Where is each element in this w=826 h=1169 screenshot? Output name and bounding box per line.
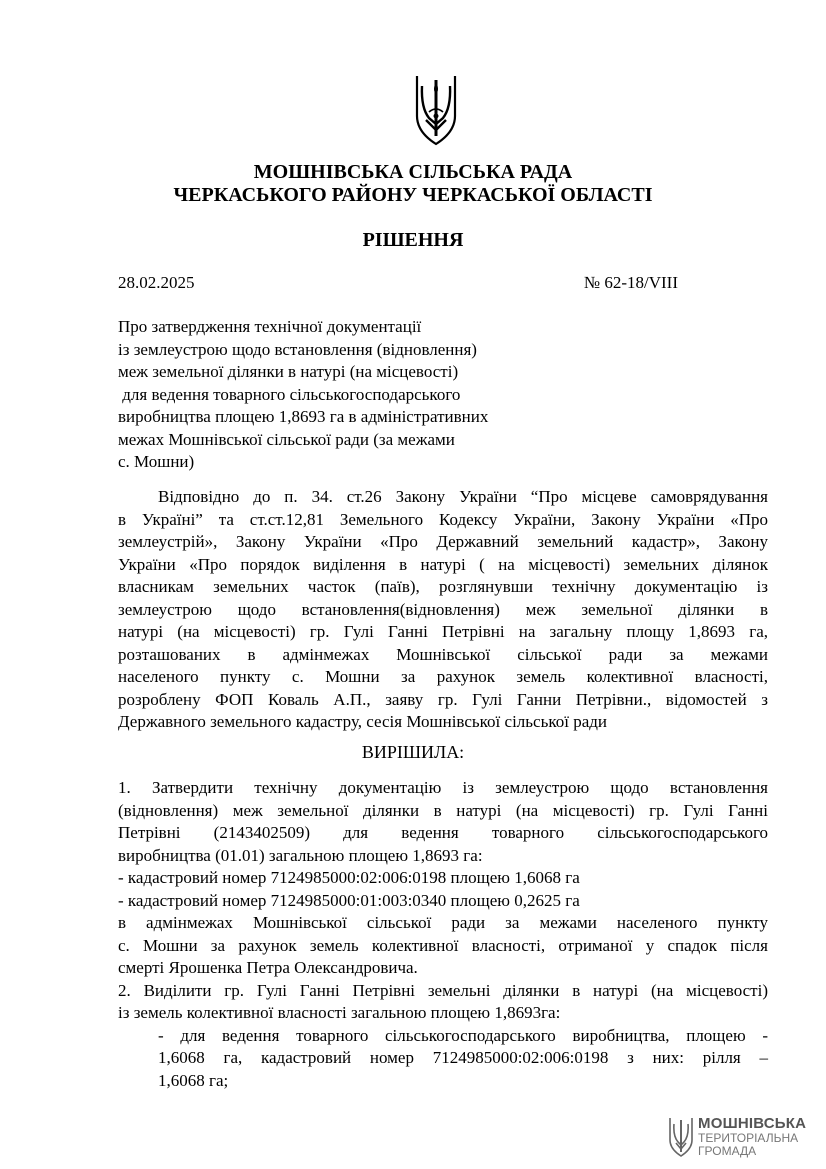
decision-number: № 62-18/VIII [583,273,678,292]
subject-line: виробництва площею 1,8693 га в адміністративних [118,407,489,426]
subject-line: для ведення товарного сільськогосподарського [118,384,461,404]
logo-line-2: ТЕРИТОРІАЛЬНА [698,1131,799,1145]
item-line: Петрівні (2143402509) для ведення товарного сільськогосподарського [118,823,768,842]
council-title: МОШНІВСЬКА СІЛЬСЬКА РАДА [253,161,573,183]
item-line: в адмінмежах Мошнівської сільської ради за межами населеного пункту [118,913,768,932]
item-line: 2. Виділити гр. Гулі Ганні Петрівні земельні ділянки в натурі (на місцевості) [118,980,768,1000]
item-line: (відновлення) меж земельної ділянки в натурі (на місцевості) гр. Гулі Ганні [118,800,768,820]
preamble-line: землеустрій», Закону України «Про Державний земельний кадастр», Закону [118,532,768,551]
trident-logo-icon [668,1116,694,1158]
item-line: 1. Затвердити технічну документацію із землеустрою щодо встановлення [118,778,768,797]
logo-line-1: МОШНІВСЬКА [698,1115,807,1132]
subject-line: меж земельної ділянки в натурі (на місцевості) [118,362,459,381]
community-logo [668,1116,808,1160]
subject-line: Про затвердження технічної документації [118,317,422,336]
preamble-line: України «Про порядок виділення в натурі ( на місцевості) земельних ділянок [118,554,768,574]
district-title: ЧЕРКАСЬКОГО РАЙОНУ ЧЕРКАСЬКОЇ ОБЛАСТІ [173,184,653,206]
item-line: смерті Ярошенка Петра Олександровича. [118,958,418,977]
subject-line: с. Мошни) [118,452,195,471]
item-line: 1,6068 га; [158,1070,229,1090]
item-line: - кадастровий номер 7124985000:02:006:0198 площею 1,6068 га [118,868,580,887]
preamble-line: населеного пункту с. Мошни за рахунок земель колективної власності, [118,667,768,686]
preamble-line: Державного земельного кадастру, сесія Мошнівської сільської ради [118,712,607,731]
document-type: РІШЕННЯ [362,229,464,251]
preamble-paragraph [118,486,768,734]
preamble-line: власникам земельних часток (паїв), розглянувши технічну документацію із [118,577,768,596]
preamble-line: Відповідно до п. 34. ст.26 Закону України “Про місцеве самоврядування [158,487,768,506]
item-line: із земель колективної власності загальною площею 1,8693га: [118,1003,561,1022]
preamble-line: в Україні” та ст.ст.12,81 Земельного Кодексу України, Закону України «Про [118,509,768,529]
subject-line: межах Мошнівської сільської ради (за межами [118,429,455,449]
resolved-heading: ВИРІШИЛА: [361,742,465,762]
item-line: с. Мошни за рахунок земель колективної власності, отриманої у спадок після [118,935,768,955]
item-line: - для ведення товарного сільськогосподарського виробництва, площею - [158,1025,768,1045]
trident-emblem-icon [411,72,461,148]
logo-line-3: ГРОМАДА [698,1144,757,1158]
preamble-line: розроблену ФОП Коваль А.П., заяву гр. Гулі Ганни Петрівни., відомостей з [118,689,768,709]
decision-subject [118,316,588,474]
item-line: 1,6068 га, кадастровий номер 7124985000:02:006:0198 з них: рілля – [158,1048,768,1067]
item-line: виробництва (01.01) загальною площею 1,8693 га: [118,845,483,865]
decision-items [118,777,768,1092]
subject-line: із землеустрою щодо встановлення (відновлення) [118,339,477,359]
item-line: - кадастровий номер 7124985000:01:003:0340 площею 0,2625 га [118,890,580,910]
preamble-line: натурі (на місцевості) гр. Гулі Ганні Петрівні на загальну площу 1,8693 га, [118,622,768,641]
decision-date: 28.02.2025 [118,273,195,292]
preamble-line: розташованих в адмінмежах Мошнівської сільської ради за межами [118,644,768,664]
preamble-line: землеустрою щодо встановлення(відновлення) меж земельної ділянки в [118,599,768,619]
